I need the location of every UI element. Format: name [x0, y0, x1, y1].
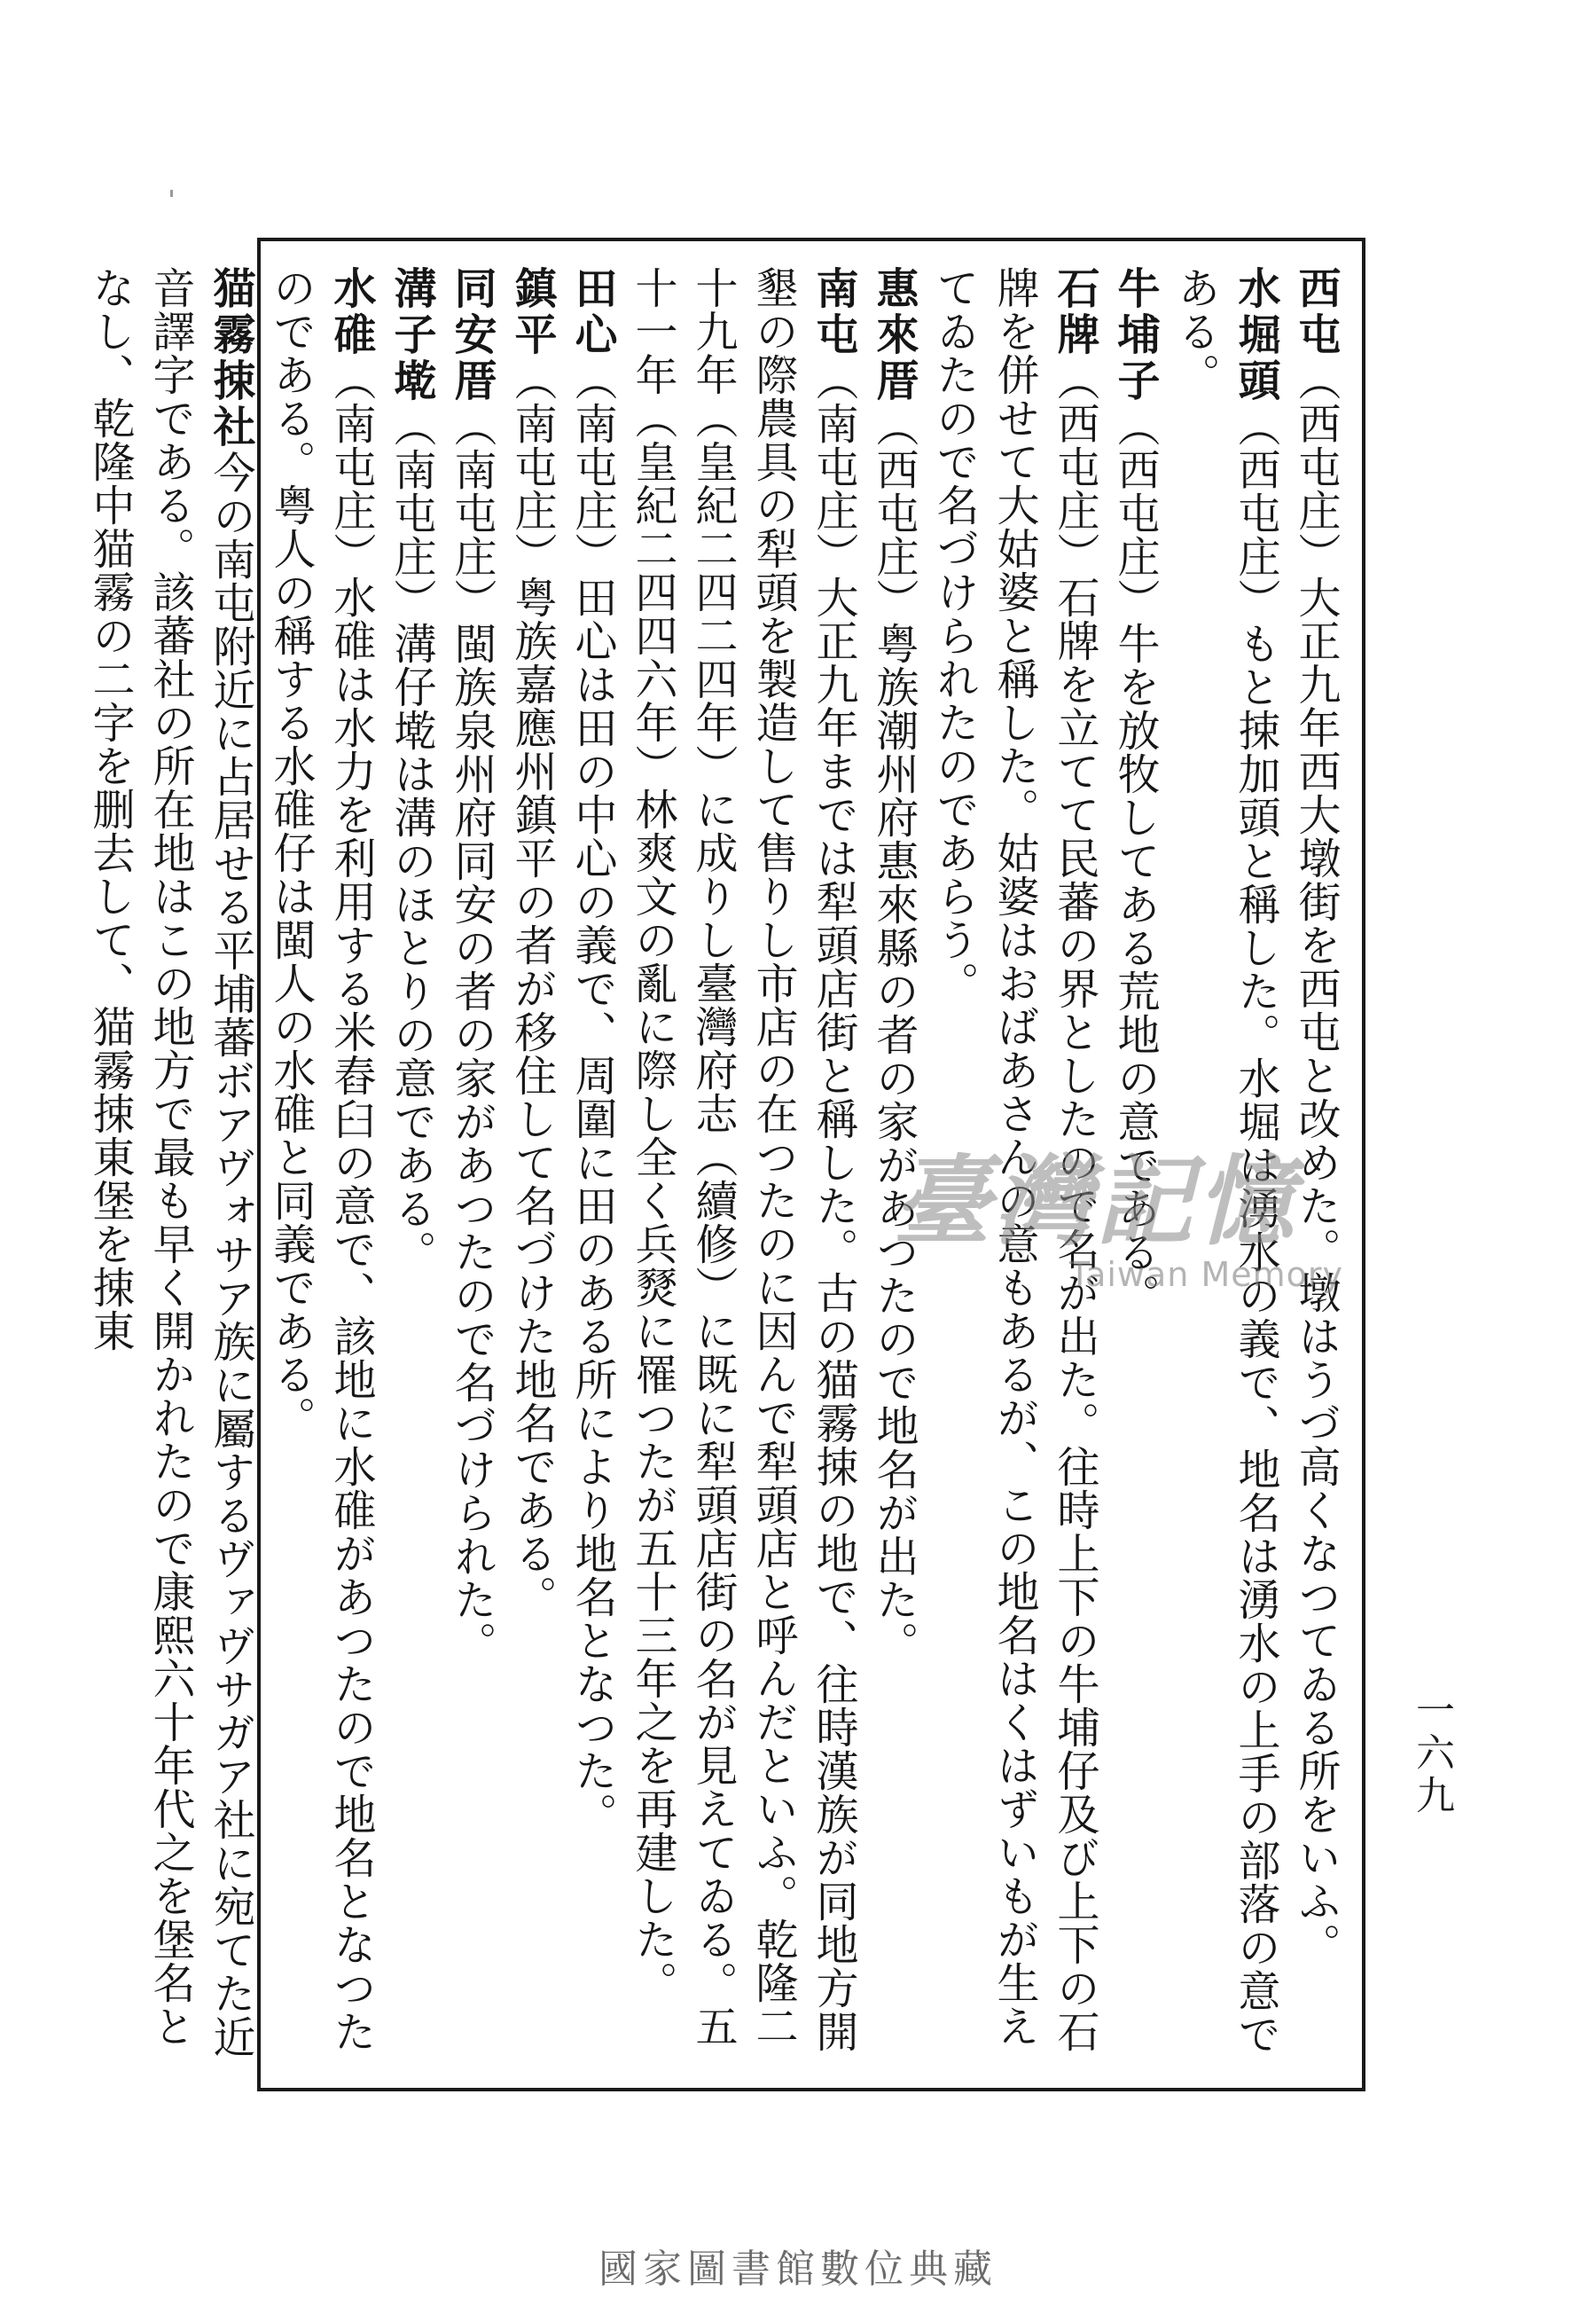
entry-zhenping [502, 266, 562, 2067]
entry-body: （西屯庄）牛を放牧してある荒地の意である。 [1110, 404, 1160, 1317]
entry-title: 石牌 [1050, 266, 1099, 358]
entry-body: 今の南屯附近に占居せる平埔蕃ボアヴォサア族に屬するヴァヴサガア社に宛てた近音譯字である。該蕃社の所在地はこの地方で最も早く開かれたので康熙六十年代之を堡名となし、乾隆中猫霧の二字を删去して、猫霧捒東堡を捒東 [85, 266, 255, 2059]
entry-tianxin [562, 266, 622, 2067]
watermark-english: Taiwan Memory [1069, 1255, 1343, 1294]
entry-body: （西屯庄）粤族潮州府惠來縣の者の家があつたので地名が出た。 [869, 404, 919, 1665]
entry-body: （南屯庄）水碓は水力を利用する米舂臼の意で、該地に水碓があつたので地名となつたのである。粤人の稱する水碓仔は閩人の水碓と同義である。 [266, 266, 376, 2053]
watermark-chinese: 臺灣記憶 [893, 1144, 1297, 1259]
entry-body: （南屯庄）閩族泉州府同安の者の家があつたので名づけられた。 [447, 404, 497, 1665]
entry-title: 牛埔子 [1110, 266, 1160, 404]
entry-body: （西屯庄）もと捒加頭と稱した。水堀は湧水の義で、地名は湧水の上手の部落の意である。 [1170, 266, 1280, 2056]
entry-title: 西屯 [1291, 266, 1341, 358]
entry-title: 溝子墘 [387, 266, 436, 404]
entry-body: （南屯庄）粤族嘉應州鎮平の者が移住して名づけた地名である。 [507, 358, 557, 1619]
entry-title: 水堀頭 [1231, 266, 1280, 404]
entry-title: 田心 [567, 266, 617, 358]
entry-title: 惠來厝 [869, 266, 919, 404]
entry-title: 南屯 [809, 266, 858, 358]
entry-shuidui [261, 266, 381, 2067]
taiwan-memory-watermark [847, 1144, 1343, 1330]
entry-body: （南屯庄）大正九年までは犁頭店街と稱した。古の猫霧捒の地で、往時漢族が同地方開墾の際農具の犁頭を製造して售りし市店の在つたのに因んで犁頭店と呼んだといふ。乾隆二十九年（皇紀二四二四年）に成りし臺灣府志（續修）に既に犁頭店街の名が見えてゐる。五十一年（皇紀二四四六年）林爽文の亂に際し全く兵燹に罹つたが五十三年之を再建した。 [628, 266, 858, 2053]
entry-body: （西屯庄）石牌を立てて民蕃の界としたので名が出た。往時上下の牛埔仔及び上下の石牌を併せて大姑婆と稱した。姑婆はおばあさんの意もあるが、この地名はくはずいもが生えてゐたので名づけられたのであらう。 [929, 266, 1099, 2053]
entry-gouziqian [381, 266, 442, 2067]
entry-body: （南屯庄）田心は田の中心の義で、周圍に田のある所により地名となつた。 [567, 358, 617, 1836]
entry-title: 同安厝 [447, 266, 497, 404]
entry-tonganzuo [442, 266, 502, 2067]
entry-title: 猫霧捒社 [206, 266, 255, 451]
footer-watermark: 國家圖書館數位典藏 [598, 2247, 998, 2292]
scan-speck [170, 190, 173, 197]
entry-nantun [622, 266, 864, 2067]
entry-title: 鎮平 [507, 266, 557, 358]
entry-body: （南屯庄）溝仔墘は溝のほとりの意である。 [387, 404, 436, 1274]
entry-maowusushe [80, 266, 261, 2067]
entry-body: （西屯庄）大正九年西大墩街を西屯と改めた。墩はうづ高くなつてゐる所をいふ。 [1291, 358, 1341, 1966]
page-number: 一六九 [1409, 1690, 1454, 1817]
entry-title: 水碓 [326, 266, 376, 358]
